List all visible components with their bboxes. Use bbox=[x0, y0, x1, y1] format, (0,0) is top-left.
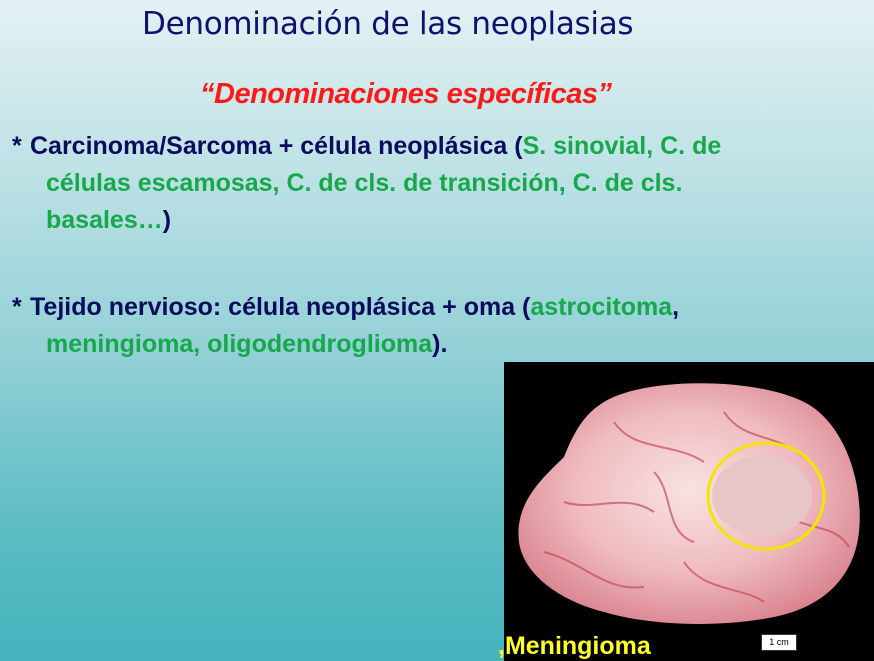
text-run: astrocitoma bbox=[530, 293, 673, 321]
text-run: , bbox=[672, 293, 680, 321]
scale-bar: 1 cm bbox=[761, 634, 797, 651]
bullet-line bbox=[12, 202, 862, 239]
meningioma-brain-photo bbox=[504, 362, 874, 661]
text-run: meningioma, oligodendroglioma bbox=[46, 330, 433, 358]
bullet-carcinoma-sarcoma bbox=[12, 128, 862, 239]
image-caption: ,Meningioma bbox=[498, 632, 651, 660]
slide-subtitle: “Denominaciones específicas” bbox=[200, 78, 612, 110]
bullet-marker: * bbox=[12, 293, 22, 321]
text-run: células escamosas, C. de cls. de transición, C. de cls. bbox=[46, 169, 683, 197]
bullet-line bbox=[12, 165, 862, 202]
bullet-line bbox=[12, 326, 862, 363]
bullet-marker: * bbox=[12, 132, 22, 160]
slide-title: Denominación de las neoplasias bbox=[142, 6, 634, 42]
text-run: basales… bbox=[46, 206, 163, 234]
bullet-line bbox=[12, 128, 862, 165]
tumor-mass bbox=[712, 456, 812, 536]
text-run: S. sinovial, C. de bbox=[522, 132, 722, 160]
brain-specimen-illustration bbox=[504, 362, 874, 661]
bullet-tejido-nervioso bbox=[12, 289, 862, 363]
text-run: Carcinoma/Sarcoma + célula neoplásica ( bbox=[30, 132, 523, 160]
bullet-line bbox=[12, 289, 862, 326]
text-run: ) bbox=[162, 206, 172, 234]
text-run: Tejido nervioso: célula neoplásica + oma ( bbox=[30, 293, 531, 321]
text-run: ). bbox=[432, 330, 448, 358]
